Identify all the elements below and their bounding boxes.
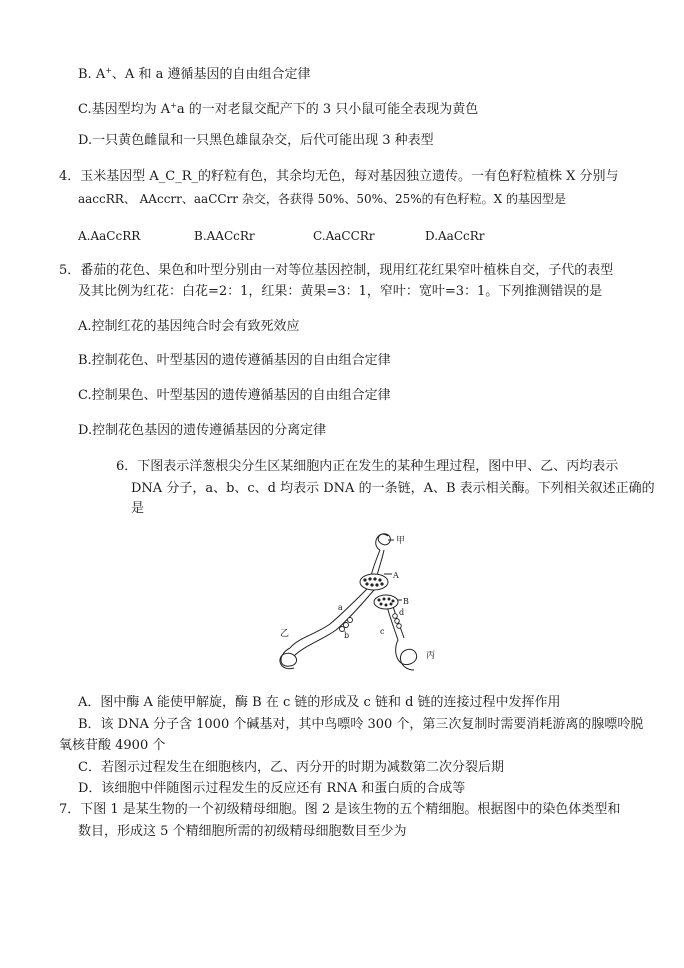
q5-option-c: C.控制果色、叶型基因的遗传遵循基因的自由组合定律 (78, 388, 391, 403)
q5-option-d: D.控制花色基因的遗传遵循基因的分离定律 (78, 423, 327, 438)
dna-replication-figure (276, 528, 452, 674)
q4-option-b: B.AACcRr (194, 229, 255, 243)
jia-coil (376, 534, 391, 550)
label-chain-d: d (399, 608, 405, 617)
enzyme-b-ellipse (374, 595, 398, 609)
q4-option-d: D.AaCcRr (425, 229, 485, 243)
yi-coil (280, 648, 297, 669)
q6-stem-line1: 6．下图表示洋葱根尖分生区某细胞内正在发生的某种生理过程，图中甲、乙、丙均表示 (116, 459, 619, 474)
dna-replication-diagram (276, 528, 452, 674)
q5-option-b: B.控制花色、叶型基因的遗传遵循基因的自由组合定律 (78, 353, 391, 368)
q6-option-b-line1: B．该 DNA 分子含 1000 个碱基对，其中鸟嘌呤 300 个，第三次复制时需要消耗游离的腺嘌呤脱 (78, 717, 644, 732)
label-chain-a: a (338, 603, 343, 612)
label-jia: 甲 (396, 536, 406, 546)
q5-stem-line2: 及其比例为红花：白花=2：1，红果：黄果=3：1，窄叶：宽叶=3：1。下列推测错误的是 (78, 284, 603, 299)
q3-option-b-post: 、A 和 a 遵循基因的自由组合定律 (111, 67, 311, 82)
label-enzyme-b: B (403, 597, 409, 606)
q7-stem-line2: 数目，形成这 5 个精细胞所需的初级精母细胞数目至少为 (78, 824, 407, 839)
label-bing: 丙 (426, 651, 436, 661)
q6-stem-line2: DNA 分子，a、b、c、d 均表示 DNA 的一条链，A、B 表示相关酶。下列相关叙述正确的 (131, 481, 655, 496)
label-enzyme-a: A (393, 571, 399, 580)
q3-option-b-pre: B. A (78, 67, 106, 82)
q4-option-a: A.AaCcRR (78, 229, 141, 243)
q3-option-c-sup: + (170, 101, 177, 110)
label-chain-c: c (380, 627, 385, 636)
q3-option-c-post: a 的一对老鼠交配产下的 3 只小鼠可能全表现为黄色 (176, 102, 479, 117)
strand-a (290, 586, 370, 648)
q6-option-a: A．图中酶 A 能使甲解旋，酶 B 在 c 链的形成及 c 链和 d 链的连接过程中发挥作用 (78, 695, 561, 710)
q3-option-d: D.一只黄色雌鼠和一只黑色雄鼠杂交，后代可能出现 3 种表型 (78, 133, 434, 148)
q3-option-c-pre: C.基因型均为 A (78, 102, 171, 117)
q4-stem-line2: aaccRR、 AAccrr、aaCCrr 杂交，各获得 50%、50%、25%的有色籽粒。X 的基因型是 (78, 192, 567, 206)
q3-option-b-sup: + (105, 66, 112, 75)
q5-stem-line1: 5．番茄的花色、果色和叶型分别由一对等位基因控制，现用红花红果窄叶植株自交，子代的表型 (59, 263, 614, 278)
bing-coil (396, 640, 417, 670)
q6-option-c: C．若图示过程发生在细胞核内，乙、丙分开的时期为减数第二次分裂后期 (78, 760, 504, 775)
q3-option-c (78, 97, 478, 119)
q4-stem-line1: 4．玉米基因型 A_C_R_的籽粒有色，其余均无色，每对基因独立遗传。一有色籽粒植株 X 分别与 (59, 169, 619, 184)
label-yi: 乙 (280, 629, 290, 639)
q7-stem-line1: 7．下图 1 是某生物的一个初级精母细胞。图 2 是该生物的五个精细胞。根据图中的染色体类型和 (59, 802, 621, 817)
q3-option-b (78, 62, 310, 84)
label-chain-b: b (344, 631, 350, 640)
q6-option-d: D．该细胞中伴随图示过程发生的反应还有 RNA 和蛋白质的合成等 (78, 781, 466, 796)
strand-b (294, 590, 374, 656)
q6-stem-line3: 是 (131, 501, 145, 516)
enzyme-a-ellipse (360, 574, 388, 590)
q4-option-c: C.AaCCRr (313, 229, 375, 243)
q5-option-a: A.控制红花的基因纯合时会有致死效应 (78, 319, 300, 334)
q6-option-b-line2: 氧核苷酸 4900 个 (59, 738, 166, 753)
